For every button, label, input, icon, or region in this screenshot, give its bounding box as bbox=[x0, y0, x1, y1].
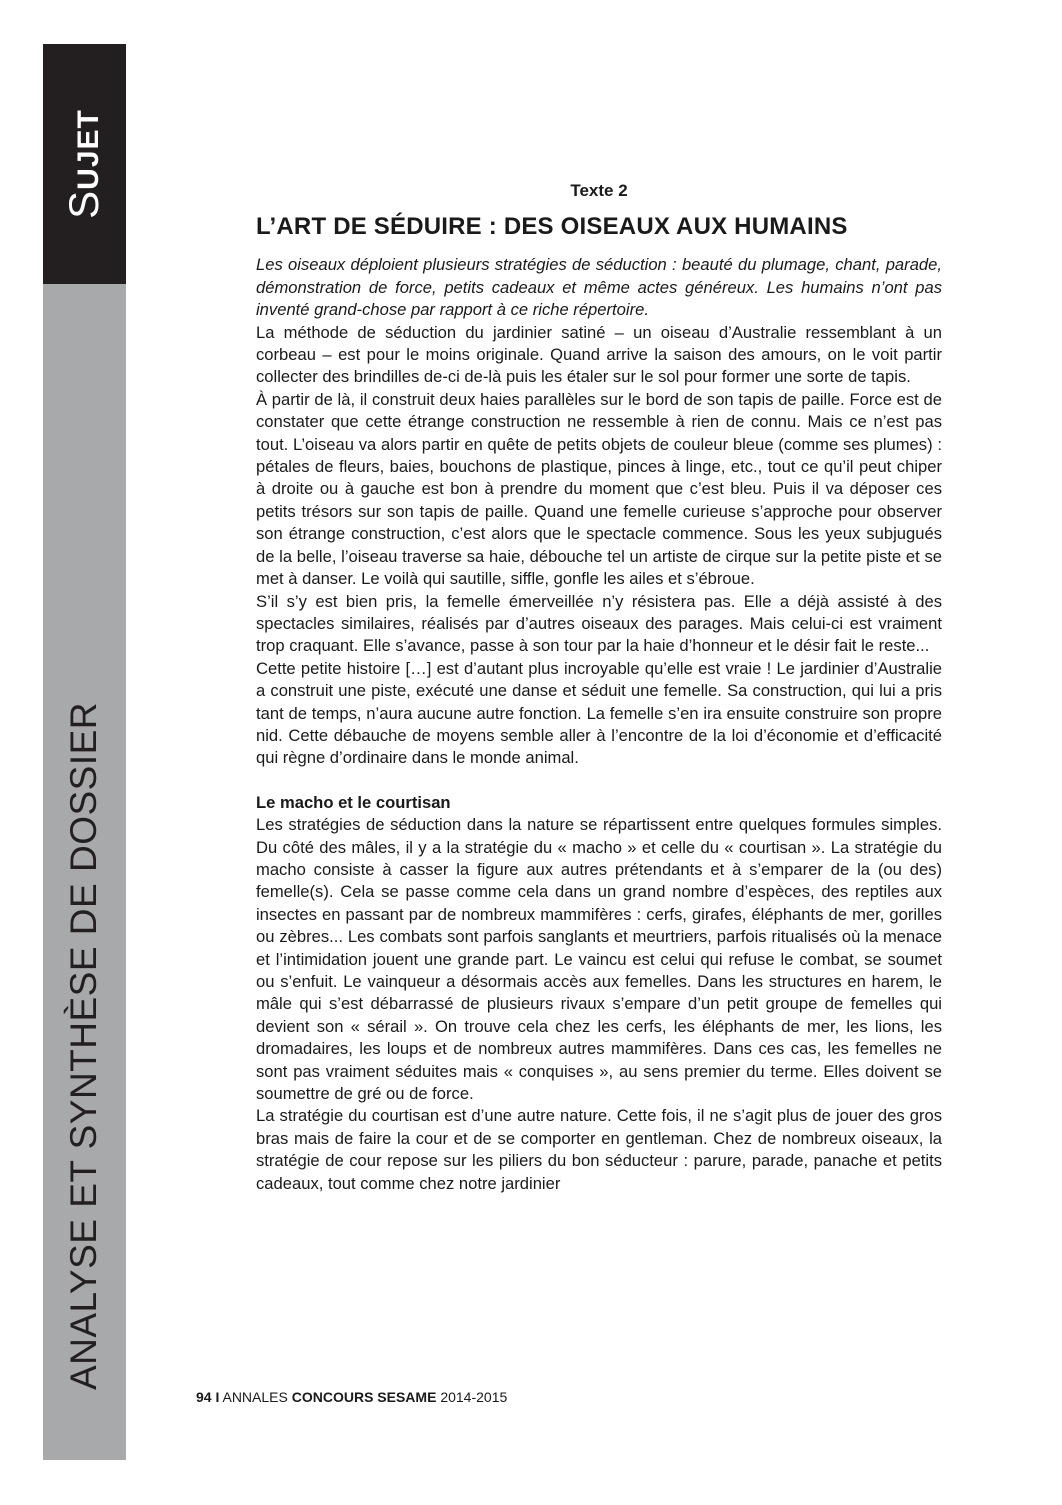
article-intro: Les oiseaux déploient plusieurs stratégies de séduction : beauté du plumage, chant, parade, démonstration de force, petits cadeaux et même actes généreux. Les humains n’ont pas inventé grand-chose par rapport à ce riche répertoire. bbox=[256, 255, 942, 320]
paragraph: À partir de là, il construit deux haies parallèles sur le bord de son tapis de paille. Force est de constater que cette étrange construction ne ressemble à rien de connu. Mais ce n’est pas tout. L’oiseau va alors partir en quête de petits objets de couleur bleue (comme ses plumes) : pétales de fleurs, baies, bouchons de plastique, pinces à linge, etc., tout ce qu’il peut chiper à droite ou à gauche est bon à prendre du moment que c’est bleu. Puis il va déposer ces petits trésors sur son tapis de paille. Quand une femelle curieuse s’approche pour observer son étrange construction, c’est alors que le spectacle commence. Sous les yeux subjugués de la belle, l’oiseau traverse sa haie, débouche tel un artiste de cirque sur la petite piste et se met à danser. Le voilà qui sautille, siffle, gonfle les ailes et s’ébroue. bbox=[256, 389, 942, 589]
footer-exam-name: CONCOURS SESAME bbox=[291, 1389, 437, 1405]
paragraph: Les stratégies de séduction dans la nature se répartissent entre quelques formules simples. Du côté des mâles, il y a la stratégie du « macho » et celle du « courtisan ». La stratégie du macho consiste à casser la figure aux autres prétendants et à s’emparer de la (ou des) femelle(s). Cela se passe comme cela dans un grand nombre d’espèces, des reptiles aux insectes en passant par de nombreux mammifères : cerfs, girafes, éléphants de mer, gorilles ou zèbres... Les combats sont parfois sanglants et meurtriers, parfois ritualisés où la menace et l’intimidation jouent une grande part. Le vaincu est celui qui refuse le combat, se soumet ou s’enfuit. Le vainqueur a désormais accès aux femelles. Dans les structures en harem, le mâle qui s’est débarrassé de plusieurs rivaux s’empare d’un petit groupe de femelles qui devient son « sérail ». On trouve cela chez les cerfs, les éléphants de mer, les lions, les dromadaires, les loups et de nombreux autres mammifères. Dans ces cas, les femelles ne sont pas vraiment séduites mais « conquises », au sens premier du terme. Elles doivent se soumettre de gré ou de force. bbox=[256, 815, 942, 1104]
section-label-rest: UJET bbox=[72, 109, 105, 190]
section-label-initial: S bbox=[60, 189, 107, 219]
subheading: Le macho et le courtisan bbox=[256, 792, 451, 812]
text-number: Texte 2 bbox=[570, 181, 628, 200]
paragraph: S’il s’y est bien pris, la femelle émerveillée n’y résistera pas. Elle a déjà assisté à des spectacles similaires, réalisés par d’autres oiseaux des parages. Mais celui-ci est vraiment trop craquant. Elle s’avance, passe à son tour par la haie d’honneur et le désir fait le reste... bbox=[256, 591, 942, 656]
footer-separator: I bbox=[215, 1389, 220, 1405]
section-label-sujet bbox=[60, 109, 108, 219]
footer-label: ANNALES bbox=[222, 1389, 288, 1405]
article-body bbox=[256, 180, 942, 1195]
paragraph: La méthode de séduction du jardinier satiné – un oiseau d’Australie ressemblant à un corbeau – est pour le moins originale. Quand arrive la saison des amours, on le voit partir collecter des brindilles de-ci de-là puis les étaler sur le sol pour former une sorte de tapis. bbox=[256, 322, 942, 387]
page-number: 94 bbox=[196, 1389, 212, 1405]
paragraph: Cette petite histoire […] est d’autant plus incroyable qu’elle est vraie ! Le jardinier d’Australie a construit une piste, exécuté une danse et séduit une femelle. Sa construction, qui lui a pris tant de temps, n’aura aucune autre fonction. La femelle s’en ira ensuite construire son propre nid. Cette débauche de moyens semble aller à l’encontre de la loi d’économie et d’efficacité qui règne d’ordinaire dans le monde animal. bbox=[256, 658, 942, 768]
footer-years: 2014-2015 bbox=[440, 1389, 508, 1405]
page-footer bbox=[196, 1389, 507, 1405]
section-label-dossier: ANALYSE ET SYNTHÈSE DE DOSSIER bbox=[63, 701, 104, 1391]
paragraph: La stratégie du courtisan est d’une autre nature. Cette fois, il ne s’agit plus de jouer des gros bras mais de faire la cour et de se comporter en gentleman. Chez de nombreux oiseaux, la stratégie de cour repose sur les piliers du bon séducteur : parure, parade, panache et petits cadeaux, tout comme chez notre jardinier bbox=[256, 1106, 942, 1193]
article-title: L’ART DE SÉDUIRE : DES OISEAUX AUX HUMAINS bbox=[256, 213, 848, 241]
